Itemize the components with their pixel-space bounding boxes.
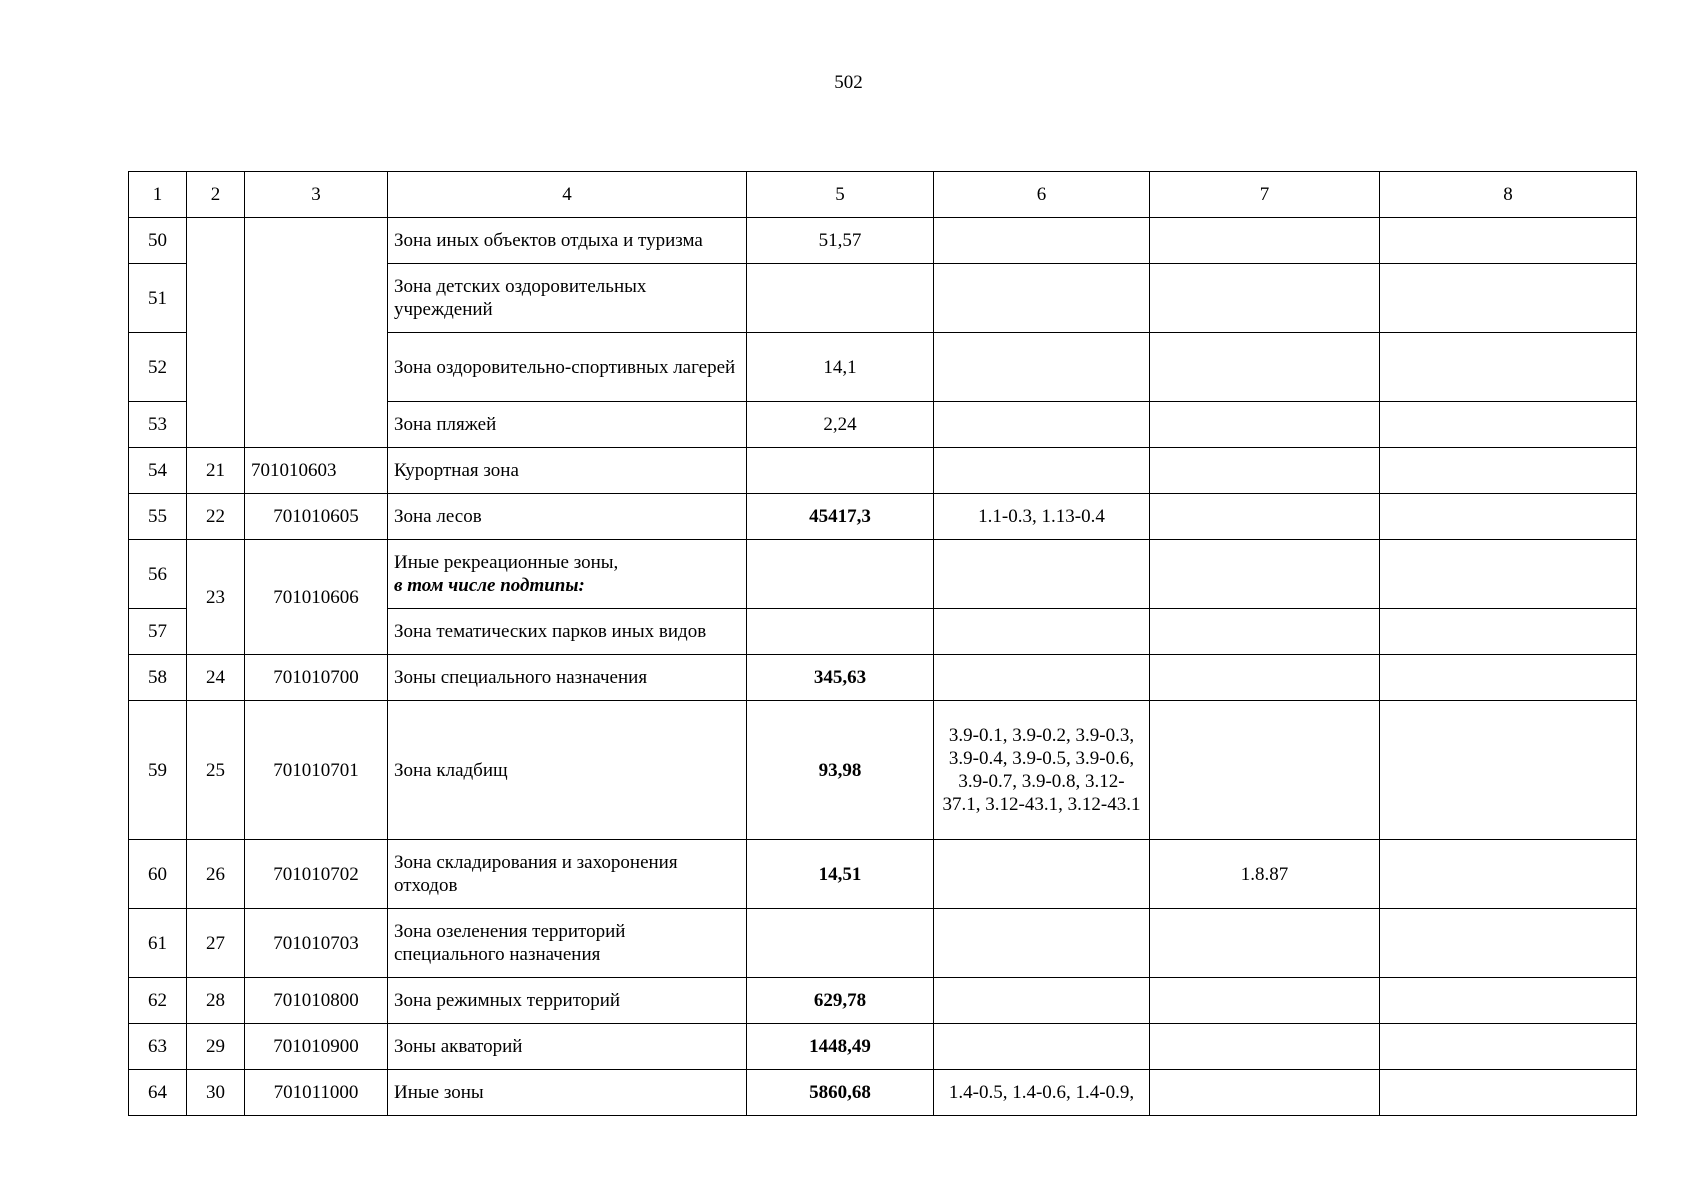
area-cell: [747, 540, 934, 609]
col8-cell: [1380, 609, 1637, 655]
col8-cell: [1380, 218, 1637, 264]
col7-cell: [1150, 448, 1380, 494]
page-number: 502: [834, 72, 863, 93]
area-cell: [747, 448, 934, 494]
zone-index-cell: 26: [187, 840, 245, 909]
col8-cell: [1380, 1024, 1637, 1070]
col6-cell: [934, 333, 1150, 402]
zone-name-text: Иные рекреационные зоны,: [394, 552, 619, 573]
col8-cell: [1380, 540, 1637, 609]
col6-cell: [934, 840, 1150, 909]
zone-code-cell: 701010606: [245, 540, 388, 655]
col8-cell: [1380, 448, 1637, 494]
col6-cell: [934, 1024, 1150, 1070]
zone-name-cell: Зона тематических парков иных видов: [388, 609, 747, 655]
col7-cell: [1150, 218, 1380, 264]
row-number: 63: [129, 1024, 187, 1070]
header-cell: 8: [1380, 172, 1637, 218]
area-cell: [747, 609, 934, 655]
row-number: 62: [129, 978, 187, 1024]
zone-name-cell: Зоны акваторий: [388, 1024, 747, 1070]
header-cell: 3: [245, 172, 388, 218]
table-row: [129, 909, 1637, 978]
col7-cell: [1150, 609, 1380, 655]
zone-code-cell: 701010603: [245, 448, 388, 494]
zone-name-cell: Зона кладбищ: [388, 701, 747, 840]
area-cell: 14,51: [747, 840, 934, 909]
row-number: 64: [129, 1070, 187, 1116]
zone-code-cell: 701010605: [245, 494, 388, 540]
zone-name-cell: Зона пляжей: [388, 402, 747, 448]
col6-cell: [934, 909, 1150, 978]
col7-cell: [1150, 494, 1380, 540]
table-row: [129, 494, 1637, 540]
col6-cell: [934, 655, 1150, 701]
row-number: 56: [129, 540, 187, 609]
area-cell: 629,78: [747, 978, 934, 1024]
area-cell: 345,63: [747, 655, 934, 701]
col7-cell: 1.8.87: [1150, 840, 1380, 909]
area-cell: 5860,68: [747, 1070, 934, 1116]
col6-cell: [934, 218, 1150, 264]
zone-index-cell: 23: [187, 540, 245, 655]
col6-cell: [934, 609, 1150, 655]
col8-cell: [1380, 402, 1637, 448]
area-cell: [747, 909, 934, 978]
zone-code-cell: 701010703: [245, 909, 388, 978]
area-cell: 51,57: [747, 218, 934, 264]
zone-name-cell: Зона складирования и захоронения отходов: [388, 840, 747, 909]
col6-cell: [934, 448, 1150, 494]
col8-cell: [1380, 494, 1637, 540]
header-cell: 7: [1150, 172, 1380, 218]
zone-code-cell: 701010900: [245, 1024, 388, 1070]
col8-cell: [1380, 333, 1637, 402]
table-row: [129, 1024, 1637, 1070]
subtypes-label: в том числе подтипы:: [394, 575, 585, 596]
zone-name-cell: Зона лесов: [388, 494, 747, 540]
zone-index-cell: 21: [187, 448, 245, 494]
table-row: [129, 655, 1637, 701]
row-number: 55: [129, 494, 187, 540]
zone-name-cell: Зоны специального назначения: [388, 655, 747, 701]
col8-cell: [1380, 909, 1637, 978]
area-cell: 45417,3: [747, 494, 934, 540]
zone-code-cell: 701010701: [245, 701, 388, 840]
zone-name-cell: Курортная зона: [388, 448, 747, 494]
zone-name-cell: Зона режимных территорий: [388, 978, 747, 1024]
row-number: 54: [129, 448, 187, 494]
row-number: 61: [129, 909, 187, 978]
col6-cell: [934, 978, 1150, 1024]
zone-index-cell: 25: [187, 701, 245, 840]
zones-table: [128, 171, 1637, 1116]
area-cell: 93,98: [747, 701, 934, 840]
zone-index-cell: 22: [187, 494, 245, 540]
area-cell: 14,1: [747, 333, 934, 402]
table-header-row: [129, 172, 1637, 218]
row-number: 51: [129, 264, 187, 333]
table-row: [129, 540, 1637, 609]
zone-code-cell: 701010702: [245, 840, 388, 909]
header-cell: 2: [187, 172, 245, 218]
col7-cell: [1150, 655, 1380, 701]
col8-cell: [1380, 264, 1637, 333]
zone-name-cell: Иные зоны: [388, 1070, 747, 1116]
zone-code-cell: [245, 218, 388, 448]
zone-index-cell: 27: [187, 909, 245, 978]
row-number: 50: [129, 218, 187, 264]
area-cell: 1448,49: [747, 1024, 934, 1070]
row-number: 57: [129, 609, 187, 655]
col6-cell: [934, 402, 1150, 448]
table-row: [129, 1070, 1637, 1116]
header-cell: 1: [129, 172, 187, 218]
zone-name-cell: Зона оздоровительно-спортивных лагерей: [388, 333, 747, 402]
table-row: [129, 218, 1637, 264]
header-cell: 4: [388, 172, 747, 218]
col7-cell: [1150, 264, 1380, 333]
zone-index-cell: 24: [187, 655, 245, 701]
zone-index-cell: 29: [187, 1024, 245, 1070]
table-row: [129, 701, 1637, 840]
zone-index-cell: [187, 218, 245, 448]
table-row: [129, 840, 1637, 909]
col8-cell: [1380, 701, 1637, 840]
col6-cell: 1.4-0.5, 1.4-0.6, 1.4-0.9,: [934, 1070, 1150, 1116]
zone-name-cell: Зона озеленения территорий специального назначения: [388, 909, 747, 978]
row-number: 60: [129, 840, 187, 909]
col7-cell: [1150, 909, 1380, 978]
row-number: 52: [129, 333, 187, 402]
col8-cell: [1380, 655, 1637, 701]
col6-cell: [934, 264, 1150, 333]
zone-name-cell: Зона детских оздоровительных учреждений: [388, 264, 747, 333]
header-cell: 5: [747, 172, 934, 218]
col8-cell: [1380, 840, 1637, 909]
zone-code-cell: 701010800: [245, 978, 388, 1024]
table-row: [129, 978, 1637, 1024]
zone-code-cell: 701011000: [245, 1070, 388, 1116]
col6-cell: 3.9-0.1, 3.9-0.2, 3.9-0.3, 3.9-0.4, 3.9-0.5, 3.9-0.6, 3.9-0.7, 3.9-0.8, 3.12-37.1, 3.12-43.1, 3.12-43.1: [934, 701, 1150, 840]
col7-cell: [1150, 540, 1380, 609]
zone-name-cell: Зона иных объектов отдыха и туризма: [388, 218, 747, 264]
row-number: 53: [129, 402, 187, 448]
area-cell: [747, 264, 934, 333]
area-cell: 2,24: [747, 402, 934, 448]
zone-code-cell: 701010700: [245, 655, 388, 701]
col8-cell: [1380, 1070, 1637, 1116]
table-row: [129, 448, 1637, 494]
col7-cell: [1150, 978, 1380, 1024]
row-number: 59: [129, 701, 187, 840]
zone-index-cell: 30: [187, 1070, 245, 1116]
col8-cell: [1380, 978, 1637, 1024]
col7-cell: [1150, 1070, 1380, 1116]
zone-name-cell: [388, 540, 747, 609]
row-number: 58: [129, 655, 187, 701]
col6-cell: 1.1-0.3, 1.13-0.4: [934, 494, 1150, 540]
col6-cell: [934, 540, 1150, 609]
col7-cell: [1150, 402, 1380, 448]
header-cell: 6: [934, 172, 1150, 218]
col7-cell: [1150, 333, 1380, 402]
zone-index-cell: 28: [187, 978, 245, 1024]
col7-cell: [1150, 1024, 1380, 1070]
col7-cell: [1150, 701, 1380, 840]
